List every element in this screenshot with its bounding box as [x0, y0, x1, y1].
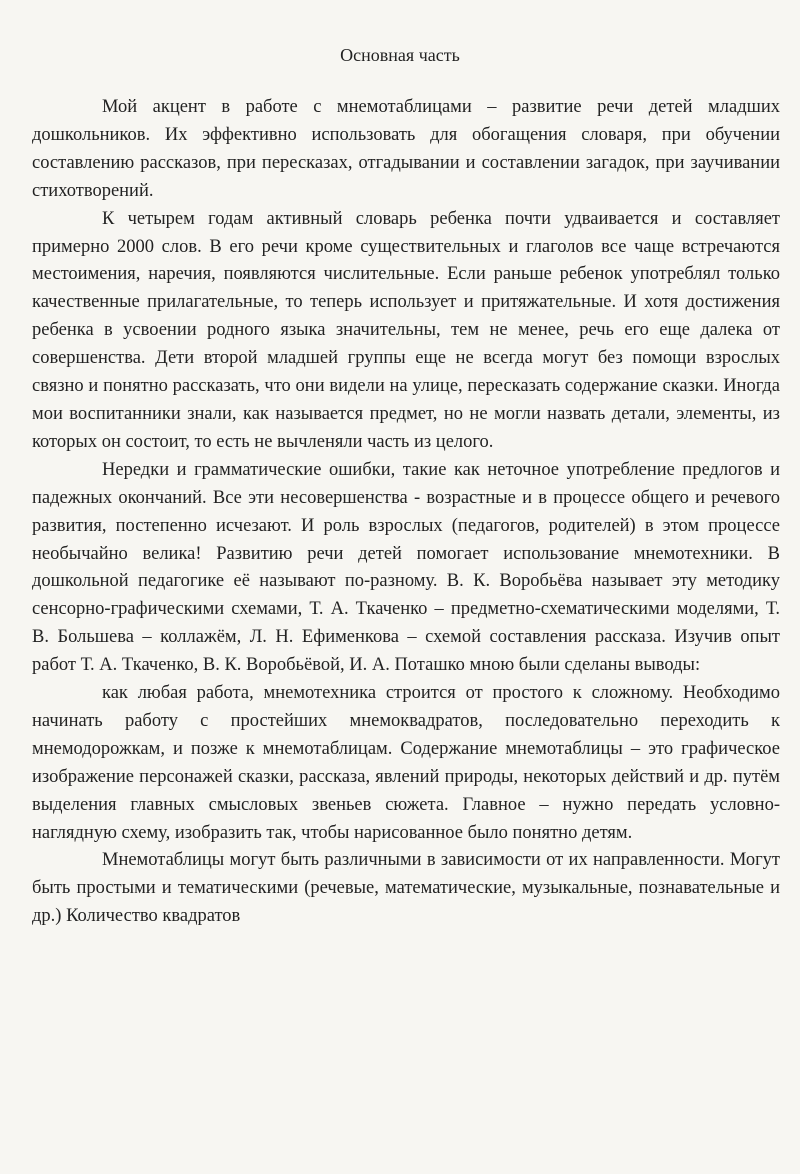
paragraph: как любая работа, мнемотехника строится от простого к сложному. Необходимо начинать работу с простейших мнемоквадратов, последовательно переходить к мнемодорожкам, и позже к мнемотаблицам. Содержание мнемотаблицы – это графическое изображение персонажей сказки, рассказа, явлений природы, некоторых действий и др. путём выделения главных смысловых звеньев сюжета. Главное – нужно передать условно-наглядную схему, изобразить так, чтобы нарисованное было понятно детям.	[32, 683, 780, 843]
paragraph: Нередки и грамматические ошибки, такие как неточное употребление предлогов и падежных окончаний. Все эти несовершенства - возрастные и в процессе общего и речевого развития, постепенно исчезают. И роль взрослых (педагогов, родителей) в этом процессе необычайно велика! Развитию речи детей помогает использование мнемотехники. В дошкольной педагогике её называют по-разному. В. К. Воробьёва называет эту методику сенсорно-графическими схемами, Т. А. Ткаченко – предметно-схематическими моделями, Т. В. Большева – коллажём, Л. Н. Ефименкова – схемой составления рассказа. Изучив опыт работ Т. А. Ткаченко, В. К. Воробьёвой, И. А. Поташко мною были сделаны выводы:	[32, 459, 780, 676]
document-body	[32, 94, 780, 931]
paragraph: Мнемотаблицы могут быть различными в зависимости от их направленности. Могут быть простыми и тематическими (речевые, математические, музыкальные, познавательные и др.) Количество квадратов	[32, 850, 780, 927]
section-title: Основная часть	[340, 45, 460, 65]
paragraph: К четырем годам активный словарь ребенка почти удваивается и составляет примерно 2000 слов. В его речи кроме существительных и глаголов все чаще встречаются местоимения, наречия, появляются числительные. Если раньше ребенок употреблял только качественные прилагательные, то теперь использует и притяжательные. И хотя достижения ребенка в усвоении родного языка значительны, тем не менее, речь его еще далека от совершенства. Дети второй младшей группы еще не всегда могут без помощи взрослых связно и понятно рассказать, что они видели на улице, пересказать содержание сказки. Иногда мои воспитанники знали, как называется предмет, но не могли назвать детали, элементы, из которых он состоит, то есть не вычленяли часть из целого.	[32, 208, 780, 452]
paragraph: Мой акцент в работе с мнемотаблицами – развитие речи детей младших дошкольников. Их эффективно использовать для обогащения словаря, при обучении составлению рассказов, при пересказах, отгадывании и составлении загадок, при заучивании стихотворений.	[32, 97, 780, 201]
